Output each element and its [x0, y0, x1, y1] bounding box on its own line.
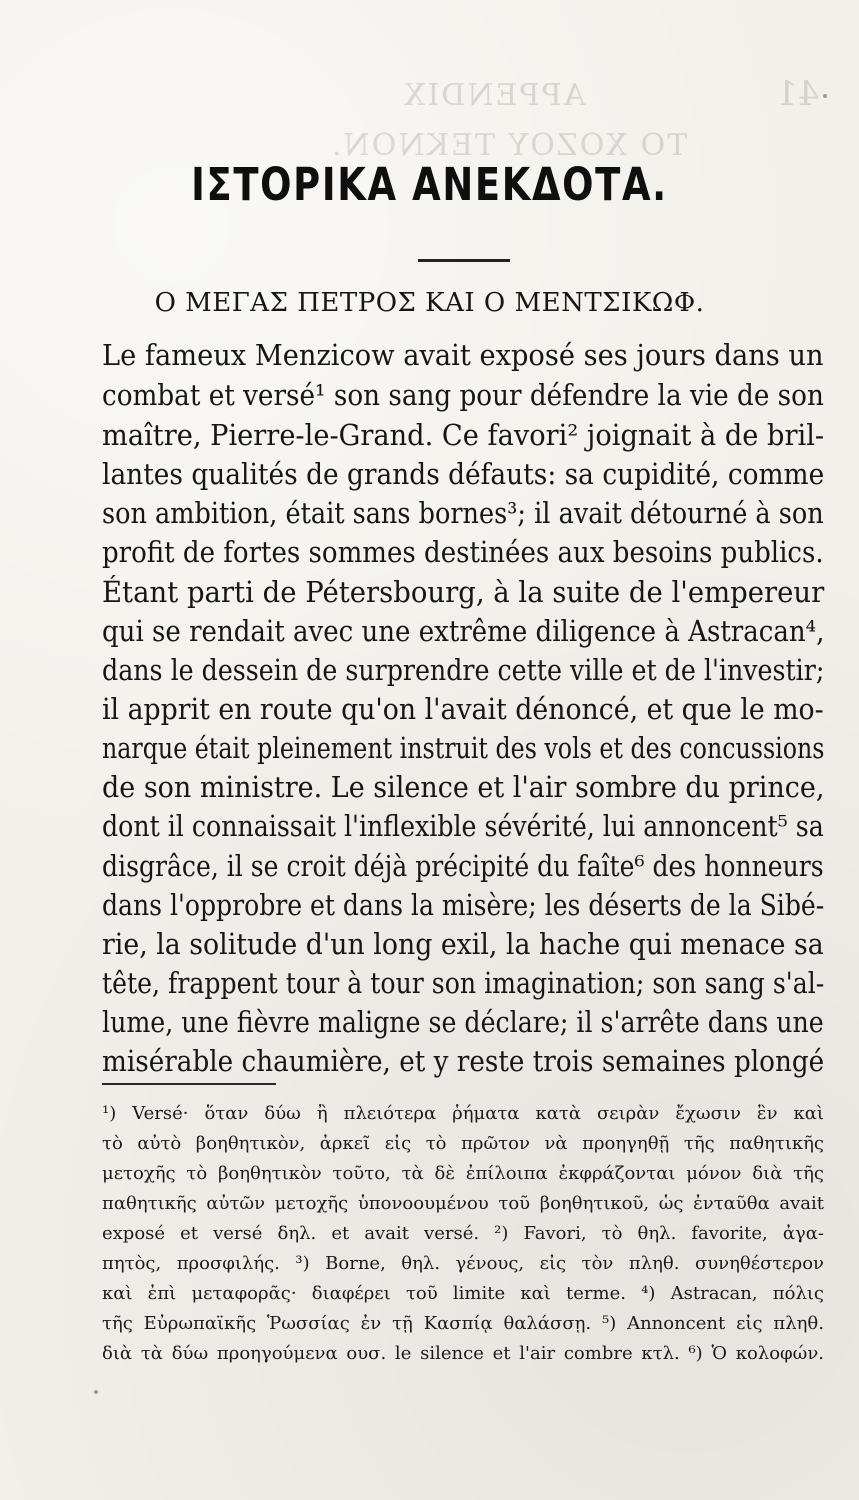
body-line: son ambition, était sans bornes³; il avait détourné à son	[102, 496, 824, 530]
bleed-through-page-number: 41	[776, 74, 820, 114]
body-line: lantes qualités de grands défauts: sa cupidité, comme	[102, 457, 825, 491]
bleed-through-subtitle: TO XOZOΥ TEKNOΝ.	[330, 128, 688, 163]
body-line: Étant parti de Pétersbourg, à la suite de l'empereur	[102, 575, 825, 609]
footnote-line: ¹) Versé· ὅταν δύω ἢ πλειότερα ῥήματα κατὰ σειρὰν ἔχωσιν ἓν καὶ	[102, 1103, 824, 1124]
body-line: il apprit en route qu'on l'avait dénoncé, et que le mo-	[102, 692, 824, 726]
footnote-line: exposé et versé δηλ. et avait versé. ²) Favori, τὸ θηλ. favorite, ἀγα-	[102, 1223, 824, 1244]
footnote-line: μετοχῆς τὸ βοηθητικὸν τοῦτο, τὰ δὲ ἐπίλοιπα ἐκφράζονται μόνον διὰ τῆς	[102, 1163, 824, 1184]
body-line: dans l'opprobre et dans la misère; les déserts de la Sibé-	[102, 888, 825, 922]
body-line: Le fameux Menzicow avait exposé ses jours dans un	[102, 338, 824, 372]
body-line: disgrâce, il se croit déjà précipité du faîte⁶ des honneurs	[102, 849, 824, 883]
footnote-line: τῆς Εὐρωπαϊκῆς Ῥωσσίας ἐν τῇ Κασπίᾳ θαλάσσῃ. ⁵) Annoncent εἰς πληθ.	[102, 1313, 824, 1334]
footnote-line: παθητικῆς αὐτῶν μετοχῆς ὑπονοουμένου τοῦ βοηθητικοῦ, ὡς ἐνταῦθα avait	[102, 1193, 824, 1214]
section-heading: Ο ΜΕΓΑΣ ΠΕΤΡΟΣ ΚΑΙ Ο ΜΕΝΤΣΙΚΩΦ.	[154, 288, 705, 318]
title-divider	[418, 259, 510, 262]
body-line: lume, une fièvre maligne se déclare; il s'arrête dans une	[102, 1005, 824, 1039]
body-line: qui se rendait avec une extrême diligence à Astracan⁴,	[102, 614, 825, 648]
body-line: profit de fortes sommes destinées aux besoins publics.	[102, 535, 824, 569]
page-title: ΙΣΤΟΡΙΚΑ ΑΝΕΚΔΟΤΑ.	[191, 158, 668, 211]
body-line: tête, frappent tour à tour son imagination; son sang s'al-	[102, 966, 825, 1000]
footnote-line: διὰ τὰ δύω προηγούμενα ουσ. le silence et l'air combre κτλ. ⁶) Ὁ κολοφών.	[102, 1343, 824, 1364]
footnote-line: τὸ αὐτὸ βοηθητικὸν, ἀρκεῖ εἰς τὸ πρῶτον νὰ προηγηθῇ τῆς παθητικῆς	[102, 1133, 824, 1154]
body-line: dont il connaissait l'inflexible sévérité, lui annoncent⁵ sa	[102, 809, 824, 843]
body-line: combat et versé¹ son sang pour défendre la vie de son	[102, 378, 824, 412]
footnote-divider	[102, 1083, 276, 1085]
footnote-line: πητὸς, προσφιλής. ³) Borne, θηλ. γένους, εἰς τὸν πληθ. συνηθέστερον	[102, 1253, 824, 1274]
body-line: rie, la solitude d'un long exil, la hache qui menace sa	[102, 927, 824, 961]
body-line: misérable chaumière, et y reste trois semaines plongé	[102, 1044, 825, 1078]
paper-speck	[94, 1390, 98, 1394]
paper-speck	[823, 94, 827, 98]
body-line: narque était pleinement instruit des vols et des concussions	[102, 731, 825, 765]
footnote-line: καὶ ἐπὶ μεταφορᾶς· διαφέρει τοῦ limite καὶ terme. ⁴) Astracan, πόλις	[102, 1283, 824, 1304]
body-line: maître, Pierre-le-Grand. Ce favori² joignait à de bril-	[102, 418, 825, 452]
bleed-through-running-head: APPENDIX	[402, 78, 586, 113]
body-line: dans le dessein de surprendre cette ville et de l'investir;	[102, 653, 825, 687]
body-line: de son ministre. Le silence et l'air sombre du prince,	[102, 770, 825, 804]
